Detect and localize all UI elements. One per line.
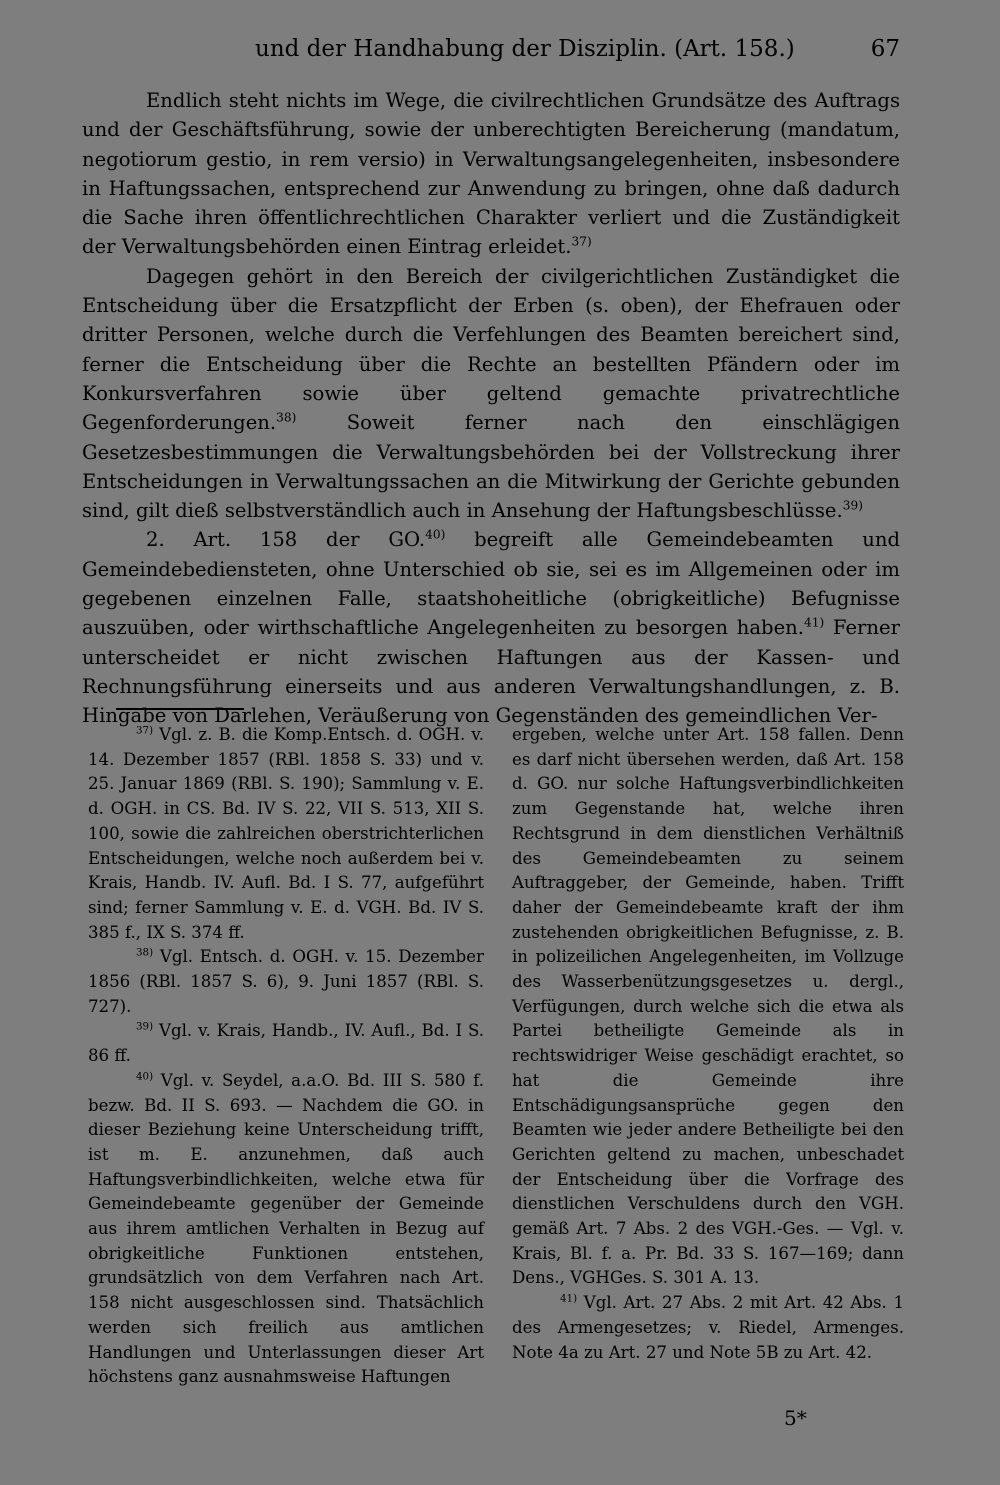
footnote-41: $^{41)}$ Vgl. Art. 27 Abs. 2 mit Art. 42 Abs. 1 des Armengesetzes; v. Riedel, Armenges. Note 4a zu Art. 27 und Note 5B zu Art. 42. — [512, 1292, 904, 1362]
paragraph-1 — [82, 86, 900, 262]
footnote-ref-41[interactable]: 41) — [804, 615, 825, 630]
paragraph-2 — [82, 262, 900, 526]
footnote-ref-37[interactable]: 37) — [571, 234, 592, 249]
paragraph-3-text-c: Ferner unterscheidet er nicht zwischen Haftungen aus der Kassen- und Rechnungsführung einerseits und aus anderen Verwaltungshandlungen, z. B. Hingabe von Darlehen, Veräußerung von Gegenständen des gemeindlichen Ver- — [82, 616, 900, 728]
page-number: 67 — [870, 36, 900, 62]
sheet-signature: 5* — [784, 1406, 807, 1430]
paragraph-2-text-b: Soweit ferner nach den einschlägigen Gesetzesbestimmungen die Verwaltungsbehörden bei der Vollstreckung ihrer Entscheidungen in Verwaltungssachen an die Mitwirkung der Gerichte gebunden sind, gilt dieß selbstverständlich auch in Ansehung der Haftungsbeschlüsse. — [82, 411, 900, 523]
running-title: und der Handhabung der Disziplin. (Art. 158.) — [255, 36, 795, 62]
paragraph-3-text-b: begreift alle Gemeindebeamten und Gemeindebediensteten, ohne Unterschied ob sie, sei es im Allgemeinen oder im gegebenen einzelnen Falle, staatshoheitliche (obrigkeitliche) Befugnisse auszuüben, oder wirthschaftliche Angelegenheiten zu besorgen haben. — [82, 528, 900, 640]
footnotes-left-column — [88, 723, 484, 1390]
paragraph-3 — [82, 525, 900, 730]
paragraph-2-text-a: Dagegen gehört in den Bereich der civilgerichtlichen Zuständigket die Entscheidung über die Ersatzpflicht der Erben (s. oben), der Ehefrauen oder dritter Personen, welche durch die Verfehlungen des Beamten bereichert sind, ferner die Entscheidung über die Rechte an bestellten Pfändern oder im Konkursverfahren sowie über geltend gemachte privatrechtliche Gegenforderungen. — [82, 264, 900, 435]
footnotes-right-column — [512, 723, 904, 1365]
footnote-ref-39[interactable]: 39) — [842, 498, 863, 513]
footnote-40-continued: ergeben, welche unter Art. 158 fallen. Denn es darf nicht übersehen werden, daß Art. 158 d. GO. nur solche Haftungsverbindlichkeiten zum Gegenstande hat, welche ihren Rechtsgrund in dem dienstlichen Verhältniß des Gemeindebeamten zu seinem Auftraggeber, der Gemeinde, haben. Trifft daher der Gemeindebeamte kraft der ihm zustehenden obrigkeitlichen Befugnisse, z. B. in polizeilichen Angelegenheiten, im Vollzuge des Wasserbenützungsgesetzes u. dergl., Verfügungen, durch welche sich die etwa als Partei betheiligte Gemeinde als in rechtswidriger Weise geschädigt erachtet, so hat die Gemeinde ihre Entschädigungsansprüche gegen den Beamten wie jeder andere Betheiligte bei den Gerichten geltend zu machen, unbeschadet der Entscheidung über die Vorfrage des dienstlichen Verschuldens durch den VGH. gemäß Art. 7 Abs. 2 des VGH.-Ges. — Vgl. v. Krais, Bl. f. a. Pr. Bd. 33 S. 167—169; dann Dens., VGHGes. S. 301 A. 13. — [512, 725, 904, 1288]
footnote-divider — [116, 708, 244, 710]
main-text — [82, 86, 900, 731]
running-header — [80, 36, 900, 70]
footnote-38: $^{38)}$ Vgl. Entsch. d. OGH. v. 15. Dezember 1856 (RBl. 1857 S. 6), 9. Juni 1857 (RBl. S. 727). — [88, 946, 484, 1016]
footnote-ref-40[interactable]: 40) — [425, 527, 446, 542]
footnote-37: $^{37)}$ Vgl. z. B. die Komp.Entsch. d. OGH. v. 14. Dezember 1857 (RBl. 1858 S. 33) und v. 25. Januar 1869 (RBl. S. 190); Sammlung v. E. d. OGH. in CS. Bd. IV S. 22, VII S. 513, XII S. 100, sowie die zahlreichen oberstrichterlichen Entscheidungen, welche noch außerdem bei v. Krais, Handb. IV. Aufl. Bd. I S. 77, aufgeführt sind; ferner Sammlung v. E. d. VGH. Bd. IV S. 385 f., IX S. 374 ff. — [88, 724, 484, 942]
footnote-39: $^{39)}$ Vgl. v. Krais, Handb., IV. Aufl., Bd. I S. 86 ff. — [88, 1020, 484, 1066]
footnote-ref-38[interactable]: 38) — [276, 410, 297, 425]
footnote-40: $^{40)}$ Vgl. v. Seydel, a.a.O. Bd. III S. 580 f. bezw. Bd. II S. 693. — Nachdem die GO. in dieser Beziehung keine Unterscheidung trifft, ist m. E. anzunehmen, daß auch Haftungsverbindlichkeiten, welche etwa für Gemeindebeamte gegenüber der Gemeinde aus ihrem amtlichen Verhalten in Bezug auf obrigkeitliche Funktionen entstehen, grundsätzlich von dem Verfahren nach Art. 158 nicht ausgeschlossen sind. Thatsächlich werden sich freilich aus amtlichen Handlungen und Unterlassungen dieser Art höchstens ganz ausnahmsweise Haftungen — [88, 1070, 484, 1387]
paragraph-3-text-a: 2. Art. 158 der GO. — [146, 528, 426, 552]
paragraph-1-text: Endlich steht nichts im Wege, die civilrechtlichen Grundsätze des Auftrags und der Geschäftsführung, sowie der unberechtigten Bereicherung (mandatum, negotiorum gestio, in rem versio) in Verwaltungsangelegenheiten, insbesondere in Haftungssachen, entsprechend zur Anwendung zu bringen, ohne daß dadurch die Sache ihren öffentlichrechtlichen Charakter verliert und die Zuständigkeit der Verwaltungsbehörden einen Eintrag erleidet. — [82, 89, 900, 259]
